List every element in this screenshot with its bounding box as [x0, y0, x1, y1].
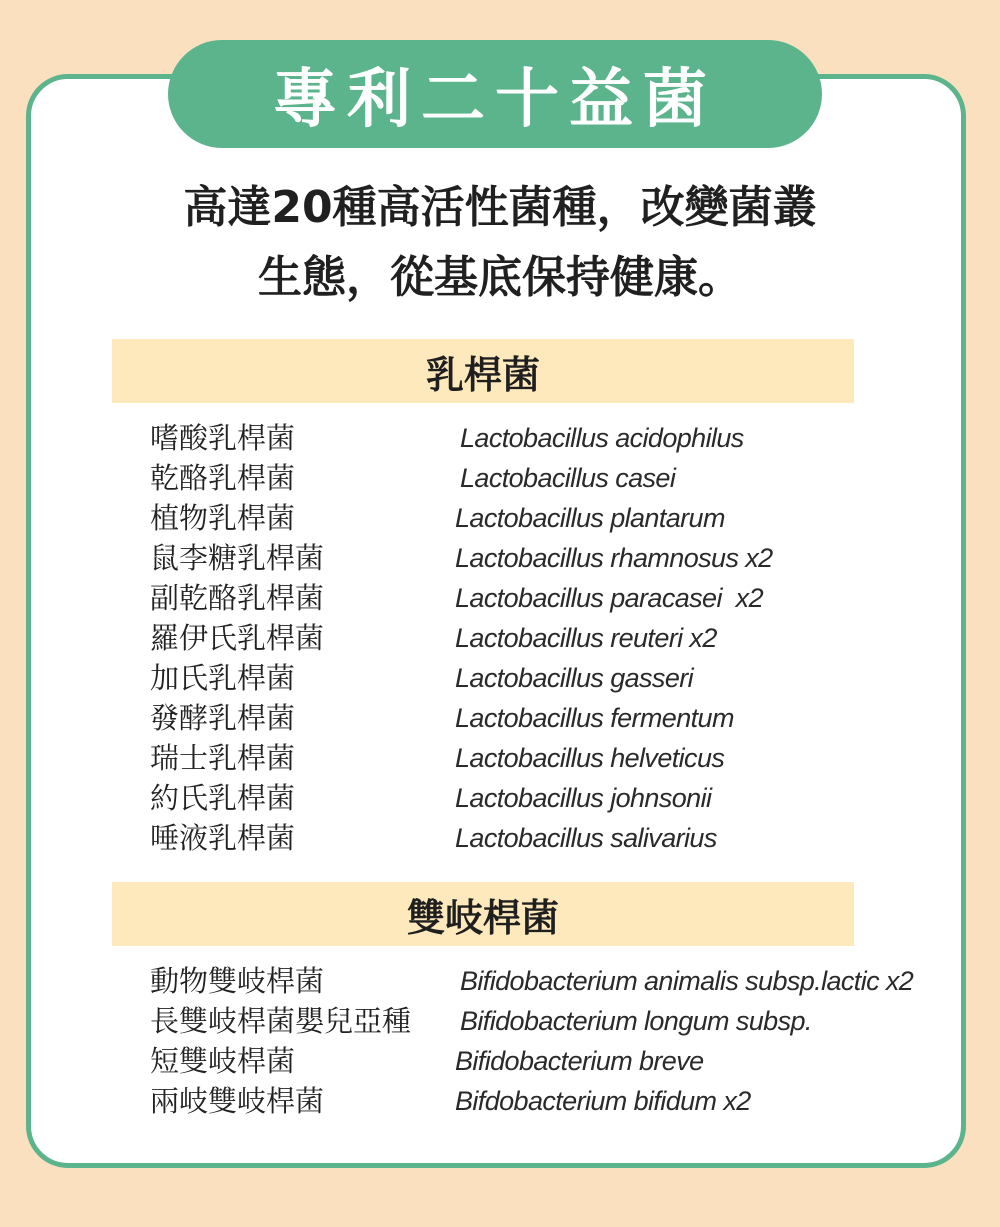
- species-chinese-name: 約氏乳桿菌: [150, 781, 296, 815]
- list-item: [0, 818, 1000, 858]
- species-latin-name: Lactobacillus casei: [460, 463, 676, 493]
- species-chinese-name: 乾酪乳桿菌: [150, 461, 296, 495]
- list-item: [0, 738, 1000, 778]
- species-chinese-name: 瑞士乳桿菌: [150, 741, 296, 775]
- species-chinese-name: 植物乳桿菌: [150, 501, 296, 535]
- species-chinese-name: 加氏乳桿菌: [150, 661, 296, 695]
- species-latin-name: Lactobacillus reuteri x2: [455, 623, 717, 653]
- species-latin-name: Bifidobacterium breve: [455, 1046, 704, 1076]
- species-chinese-name: 鼠李糖乳桿菌: [150, 541, 325, 575]
- list-item: [0, 458, 1000, 498]
- list-item: [0, 698, 1000, 738]
- species-chinese-name: 長雙岐桿菌嬰兒亞種: [150, 1004, 412, 1038]
- species-latin-name: Lactobacillus paracasei x2: [455, 583, 763, 613]
- species-chinese-name: 羅伊氏乳桿菌: [150, 621, 325, 655]
- list-item: [0, 418, 1000, 458]
- species-chinese-name: 兩岐雙岐桿菌: [150, 1084, 325, 1118]
- species-chinese-name: 嗜酸乳桿菌: [150, 421, 296, 455]
- species-latin-name: Lactobacillus johnsonii: [455, 783, 712, 813]
- list-item: [0, 1081, 1000, 1121]
- list-item: [0, 1001, 1000, 1041]
- species-latin-name: Bifidobacterium longum subsp.: [460, 1006, 812, 1036]
- intro-line-2: 生態，從基底保持健康。: [258, 252, 742, 303]
- section-heading-lactobacillus: 乳桿菌: [112, 339, 854, 403]
- species-latin-name: Lactobacillus fermentum: [455, 703, 734, 733]
- list-item: [0, 578, 1000, 618]
- species-chinese-name: 短雙岐桿菌: [150, 1044, 296, 1078]
- species-latin-name: Lactobacillus rhamnosus x2: [455, 543, 773, 573]
- species-latin-name: Lactobacillus plantarum: [455, 503, 725, 533]
- species-latin-name: Lactobacillus salivarius: [455, 823, 717, 853]
- list-item: [0, 1041, 1000, 1081]
- list-item: [0, 618, 1000, 658]
- page-title: 專利二十益菌: [168, 40, 822, 148]
- section-heading-bifidobacterium: 雙岐桿菌: [112, 882, 854, 946]
- species-chinese-name: 動物雙岐桿菌: [150, 964, 325, 998]
- species-chinese-name: 發酵乳桿菌: [150, 701, 296, 735]
- list-item: [0, 498, 1000, 538]
- list-item: [0, 538, 1000, 578]
- species-latin-name: Lactobacillus helveticus: [455, 743, 725, 773]
- list-item: [0, 778, 1000, 818]
- species-latin-name: Lactobacillus gasseri: [455, 663, 694, 693]
- species-chinese-name: 唾液乳桿菌: [150, 821, 296, 855]
- list-item: [0, 961, 1000, 1001]
- species-latin-name: Bifidobacterium animalis subsp.lactic x2: [460, 966, 914, 996]
- list-item: [0, 658, 1000, 698]
- species-chinese-name: 副乾酪乳桿菌: [150, 581, 325, 615]
- intro-line-1: 高達20種高活性菌種，改變菌叢: [183, 182, 817, 233]
- species-latin-name: Bifdobacterium bifidum x2: [455, 1086, 751, 1116]
- species-latin-name: Lactobacillus acidophilus: [460, 423, 744, 453]
